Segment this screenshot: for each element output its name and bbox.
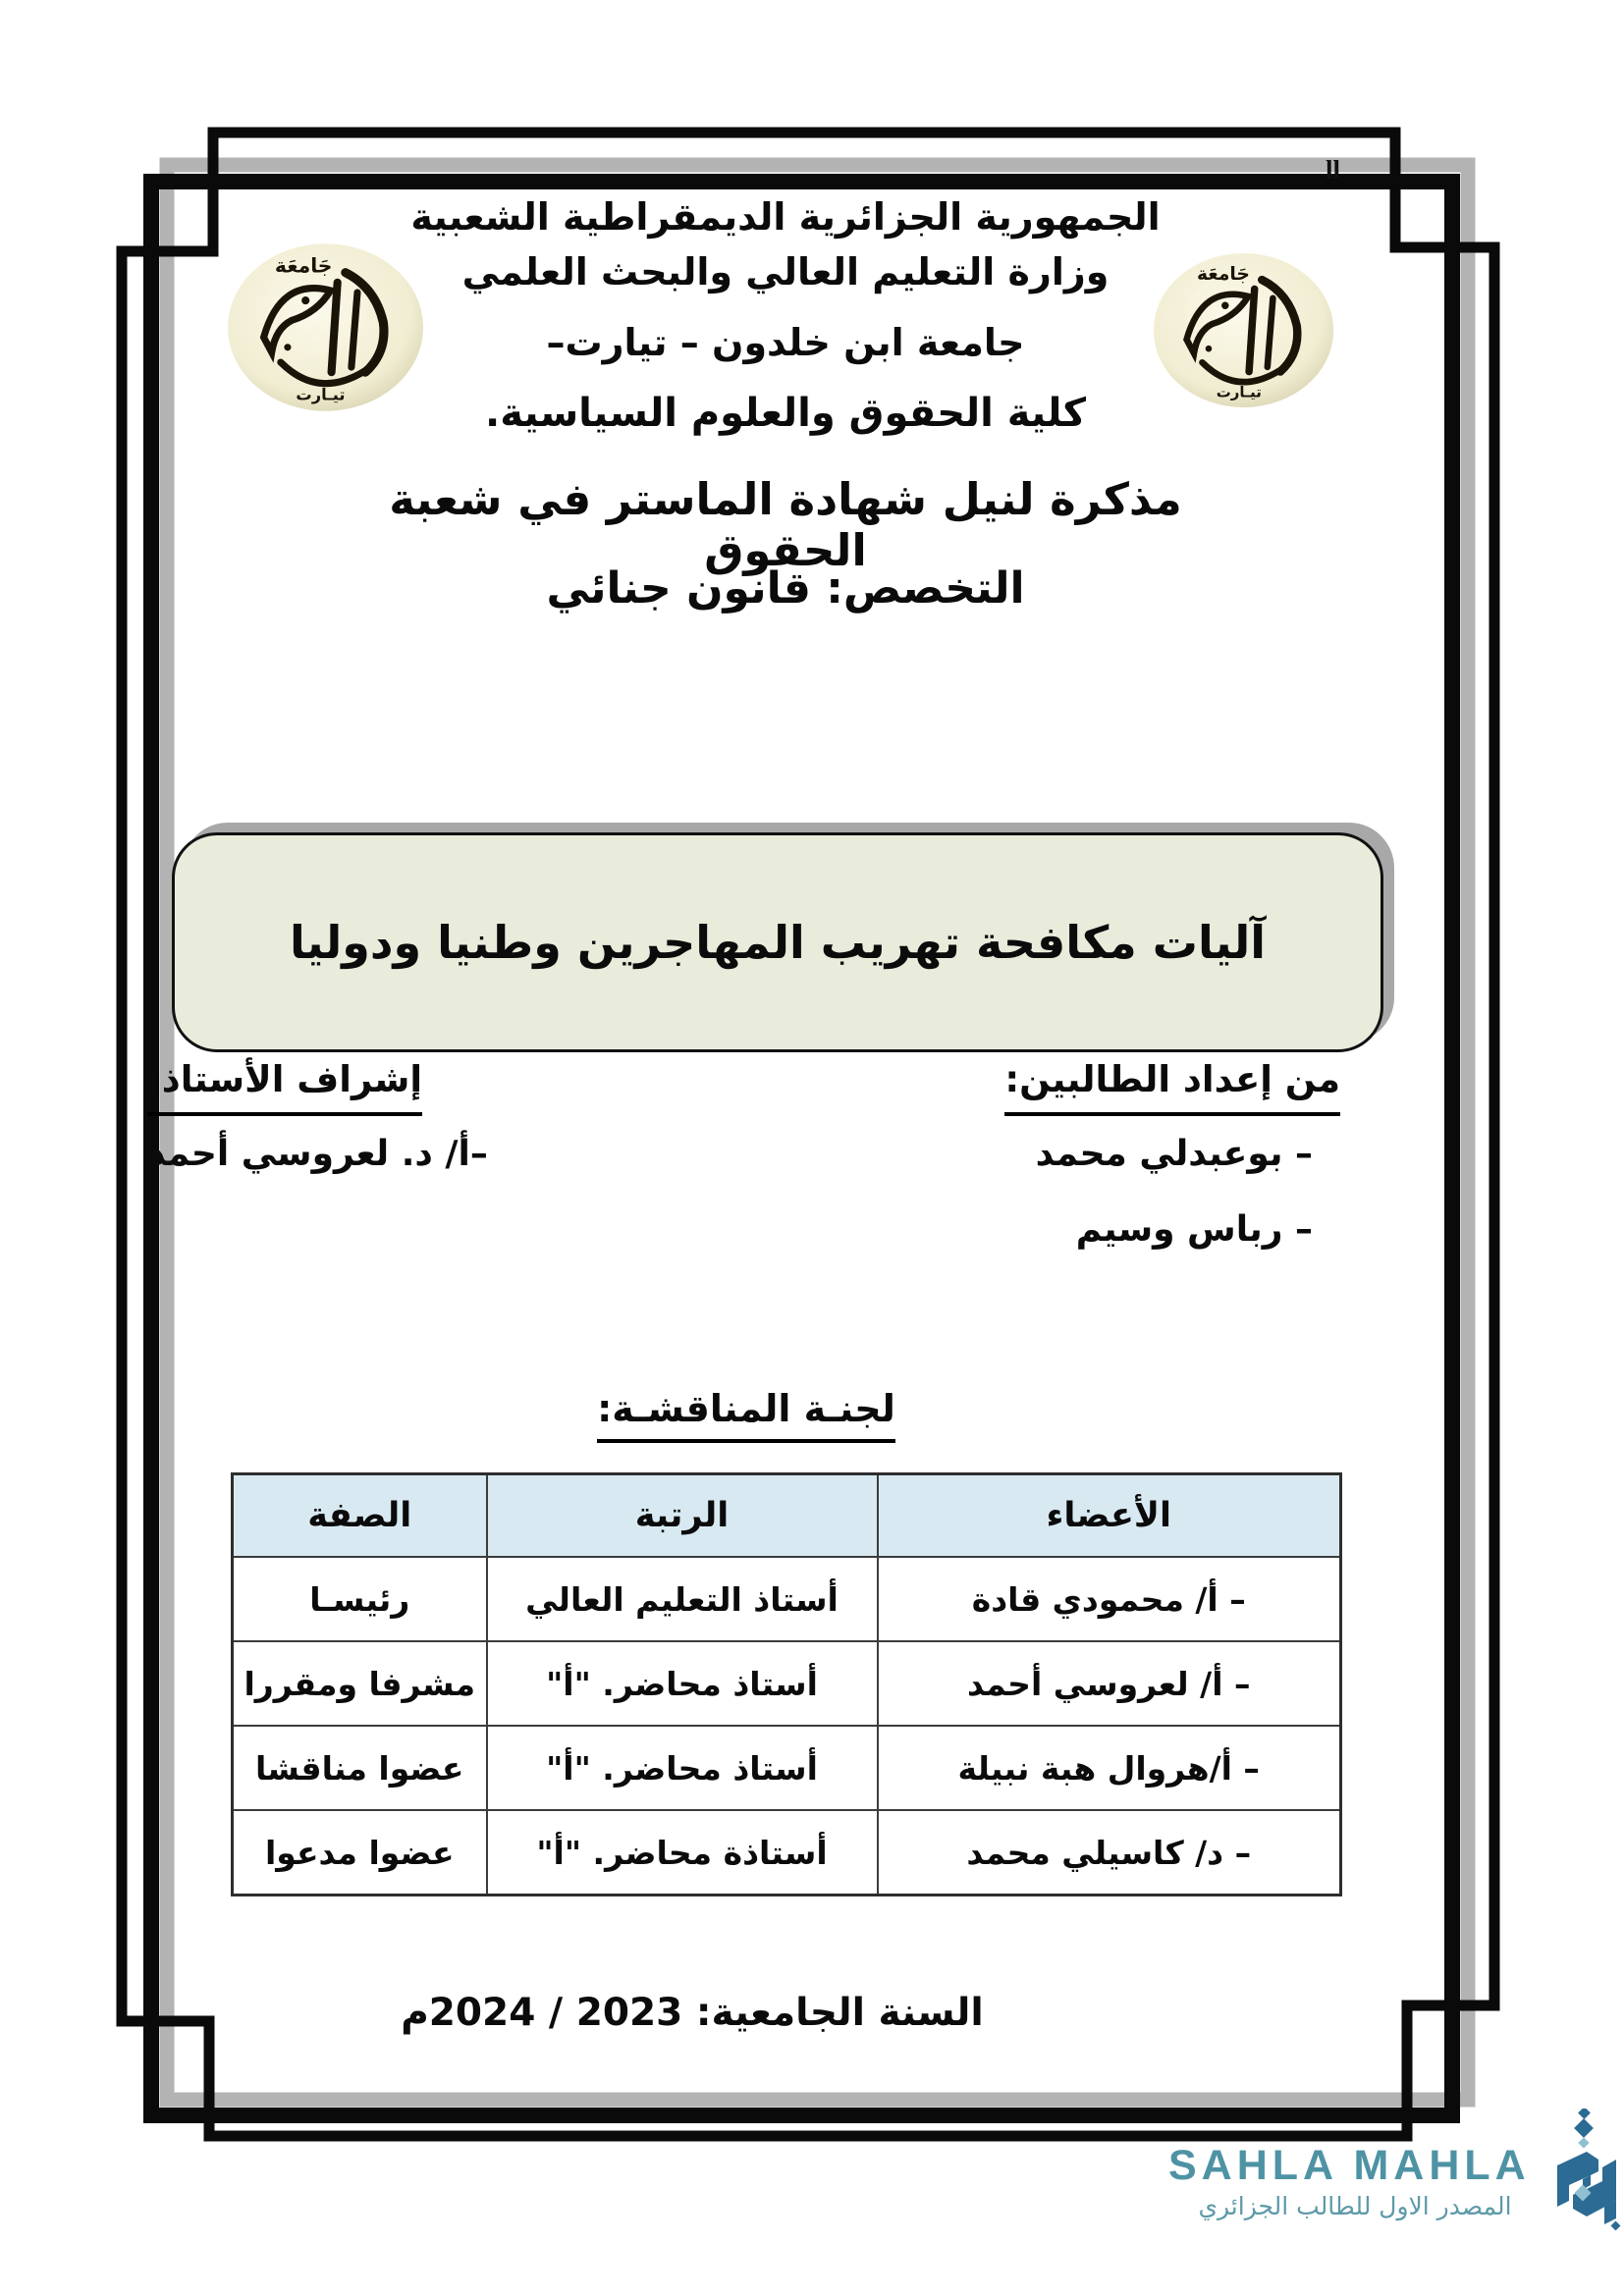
svg-text:تيـارت: تيـارت bbox=[1216, 383, 1262, 401]
student-name-1: – بوعبدلي محمد bbox=[1035, 1134, 1313, 1174]
committee-cell-rank: أستاذ محاضر. "أ" bbox=[487, 1641, 878, 1726]
header-republic-line: الجمهورية الجزائرية الديمقراطية الشعبية bbox=[410, 195, 1161, 239]
committee-column-header: الأعضاء bbox=[878, 1474, 1341, 1558]
committee-table-row bbox=[233, 1810, 1341, 1896]
supervisor-name: –أ/ د. لعروسي أحمد bbox=[147, 1134, 488, 1174]
specialty-line: التخصص: قانون جنائي bbox=[546, 563, 1025, 614]
committee-table-header-row bbox=[233, 1474, 1341, 1558]
thesis-title-box bbox=[172, 832, 1383, 1052]
brand-tagline: المصدر الاول للطالب الجزائري bbox=[1198, 2192, 1512, 2220]
committee-cell-role: رئيسـا bbox=[233, 1557, 487, 1641]
svg-text:تيـارت: تيـارت bbox=[296, 385, 346, 404]
committee-cell-member: – أ/هروال هبة نبيلة bbox=[878, 1726, 1341, 1810]
committee-table-row bbox=[233, 1557, 1341, 1641]
committee-table bbox=[231, 1472, 1342, 1896]
committee-table-body bbox=[233, 1557, 1341, 1896]
brand-logo-mark bbox=[1547, 2109, 1624, 2230]
thesis-title: آليات مكافحة تهريب المهاجرين وطنيا ودوليا bbox=[289, 916, 1267, 969]
committee-heading: لجنـة المناقشـة: bbox=[550, 1387, 943, 1443]
academic-year: السنة الجامعية: 2023 / 2024م bbox=[401, 1991, 984, 2035]
committee-cell-rank: أستاذ التعليم العالي bbox=[487, 1557, 878, 1641]
committee-table-row bbox=[233, 1641, 1341, 1726]
committee-cell-rank: أستاذ محاضر. "أ" bbox=[487, 1726, 878, 1810]
committee-cell-role: عضوا مناقشا bbox=[233, 1726, 487, 1810]
student-name-2: – رباس وسيم bbox=[1075, 1209, 1313, 1250]
brand-wordmark: SAHLA MAHLA bbox=[1168, 2142, 1531, 2189]
committee-table-row bbox=[233, 1726, 1341, 1810]
committee-cell-member: – أ/ محمودي قادة bbox=[878, 1557, 1341, 1641]
header-ministry-line: وزارة التعليم العالي والبحث العلمي bbox=[461, 250, 1110, 294]
supervisor-heading: إشراف الأستاذ: bbox=[147, 1058, 422, 1116]
scan-artifact-text: ll bbox=[1326, 155, 1341, 185]
committee-cell-role: عضوا مدعوا bbox=[233, 1810, 487, 1896]
memoir-degree-line: مذكرة لنيل شهادة الماستر في شعبة الحقوق bbox=[389, 473, 1182, 576]
svg-text:جَامعَة: جَامعَة bbox=[274, 253, 333, 278]
svg-text:جَامعَة: جَامعَة bbox=[1196, 264, 1250, 286]
committee-column-header: الصفة bbox=[233, 1474, 487, 1558]
committee-column-header: الرتبة bbox=[487, 1474, 878, 1558]
header-university-line: جامعة ابن خلدون – تيارت– bbox=[546, 321, 1025, 364]
authors-heading: من إعداد الطالبين: bbox=[1004, 1058, 1340, 1116]
committee-cell-member: – أ/ لعروسي أحمد bbox=[878, 1641, 1341, 1726]
committee-cell-rank: أستاذة محاضر. "أ" bbox=[487, 1810, 878, 1896]
committee-cell-role: مشرفا ومقررا bbox=[233, 1641, 487, 1726]
committee-cell-member: – د/ كاسيلي محمد bbox=[878, 1810, 1341, 1896]
header-faculty-line: كلية الحقوق والعلوم السياسية. bbox=[485, 391, 1086, 436]
